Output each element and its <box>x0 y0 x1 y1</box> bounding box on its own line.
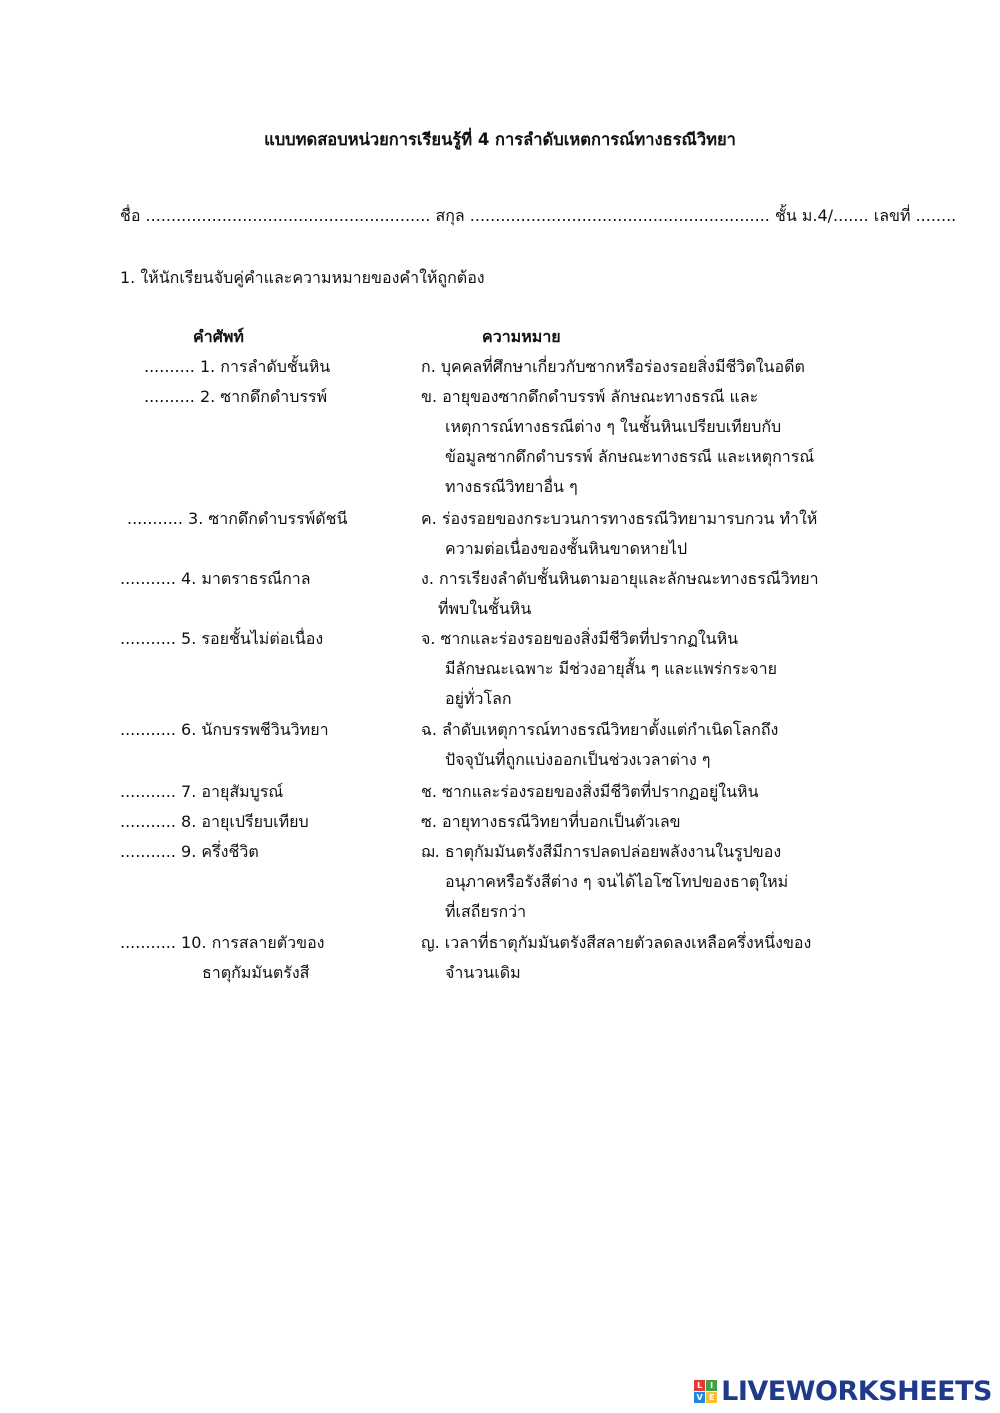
term-item-8: ........... 8. อายุเปรียบเทียบ <box>120 812 309 831</box>
term-item-5: ........... 5. รอยชั้นไม่ต่อเนื่อง <box>120 629 324 648</box>
term-item-4: ........... 4. มาตราธรณีกาล <box>120 569 311 588</box>
liveworksheets-logo[interactable] <box>694 1376 992 1406</box>
meaning-item-10: ญ. เวลาที่ธาตุกัมมันตรังสีสลายตัวลดลงเหลือครึ่งหนึ่งของ จำนวนเดิม <box>421 933 812 982</box>
term-item-10-continued: ธาตุกัมมันตรังสี <box>202 963 310 982</box>
meaning-item-2: ข. อายุของซากดึกดำบรรพ์ ลักษณะทางธรณี และ เหตุการณ์ทางธรณีต่าง ๆ ในชั้นหินเปรียบเทียบกับ ข้อมูลซากดึกดำบรรพ์ ลักษณะทางธรณี และเหตุการณ์ ทางธรณีวิทยาอื่น ๆ <box>421 387 815 496</box>
term-item-7: ........... 7. อายุสัมบูรณ์ <box>120 782 284 801</box>
header-meaning: ความหมาย <box>482 327 561 346</box>
logo-badge-icon: L I V E <box>694 1380 717 1403</box>
meaning-item-5: จ. ซากและร่องรอยของสิ่งมีชีวิตที่ปรากฏในหิน มีลักษณะเฉพาะ มีช่วงอายุสั้น ๆ และแพร่กระจาย อยู่ทั่วโลก <box>421 629 778 708</box>
term-item-3: ........... 3. ซากดึกดำบรรพ์ดัชนี <box>127 509 348 528</box>
meaning-item-1: ก. บุคคลที่ศึกษาเกี่ยวกับซากหรือร่องรอยสิ่งมีชีวิตในอดีต <box>421 357 805 376</box>
meaning-item-3: ค. ร่องรอยของกระบวนการทางธรณีวิทยามารบกวน ทำให้ ความต่อเนื่องของชั้นหินขาดหายไป <box>421 509 818 558</box>
meaning-item-8: ซ. อายุทางธรณีวิทยาที่บอกเป็นตัวเลข <box>421 812 681 831</box>
term-item-6: ........... 6. นักบรรพชีวินวิทยา <box>120 720 329 739</box>
header-term: คำศัพท์ <box>193 327 244 346</box>
term-item-9: ........... 9. ครึ่งชีวิต <box>120 842 259 861</box>
instruction: 1. ให้นักเรียนจับคู่คำและความหมายของคำให้ถูกต้อง <box>120 268 485 287</box>
term-item-10: ........... 10. การสลายตัวของ <box>120 933 325 952</box>
meaning-item-4: ง. การเรียงลำดับชั้นหินตามอายุและลักษณะทางธรณีวิทยา ที่พบในชั้นหิน <box>421 569 819 618</box>
page-title: แบบทดสอบหน่วยการเรียนรู้ที่ 4 การลำดับเหตการณ์ทางธรณีวิทยา <box>264 130 736 149</box>
meaning-item-6: ฉ. ลำดับเหตุการณ์ทางธรณีวิทยาตั้งแต่กำเนิดโลกถึง ปัจจุบันที่ถูกแบ่งออกเป็นช่วงเวลาต่าง ๆ <box>421 720 779 769</box>
meaning-item-7: ช. ซากและร่องรอยของสิ่งมีชีวิตที่ปรากฏอยู่ในหิน <box>421 782 759 801</box>
term-item-2: .......... 2. ซากดึกดำบรรพ์ <box>144 387 328 406</box>
term-item-1: .......... 1. การลำดับชั้นหิน <box>144 357 331 376</box>
logo-text: LIVEWORKSHEETS <box>721 1375 992 1407</box>
student-info-line: ชื่อ ........................................................ สกุล ........................................................... ชั้น ม.4/....... เลขที่ ........ <box>120 206 957 225</box>
meaning-item-9: ฌ. ธาตุกัมมันตรังสีมีการปลดปล่อยพลังงานในรูปของ อนุภาคหรือรังสีต่าง ๆ จนได้ไอโซโทปของธาตุใหม่ ที่เสถียรกว่า <box>421 842 789 921</box>
